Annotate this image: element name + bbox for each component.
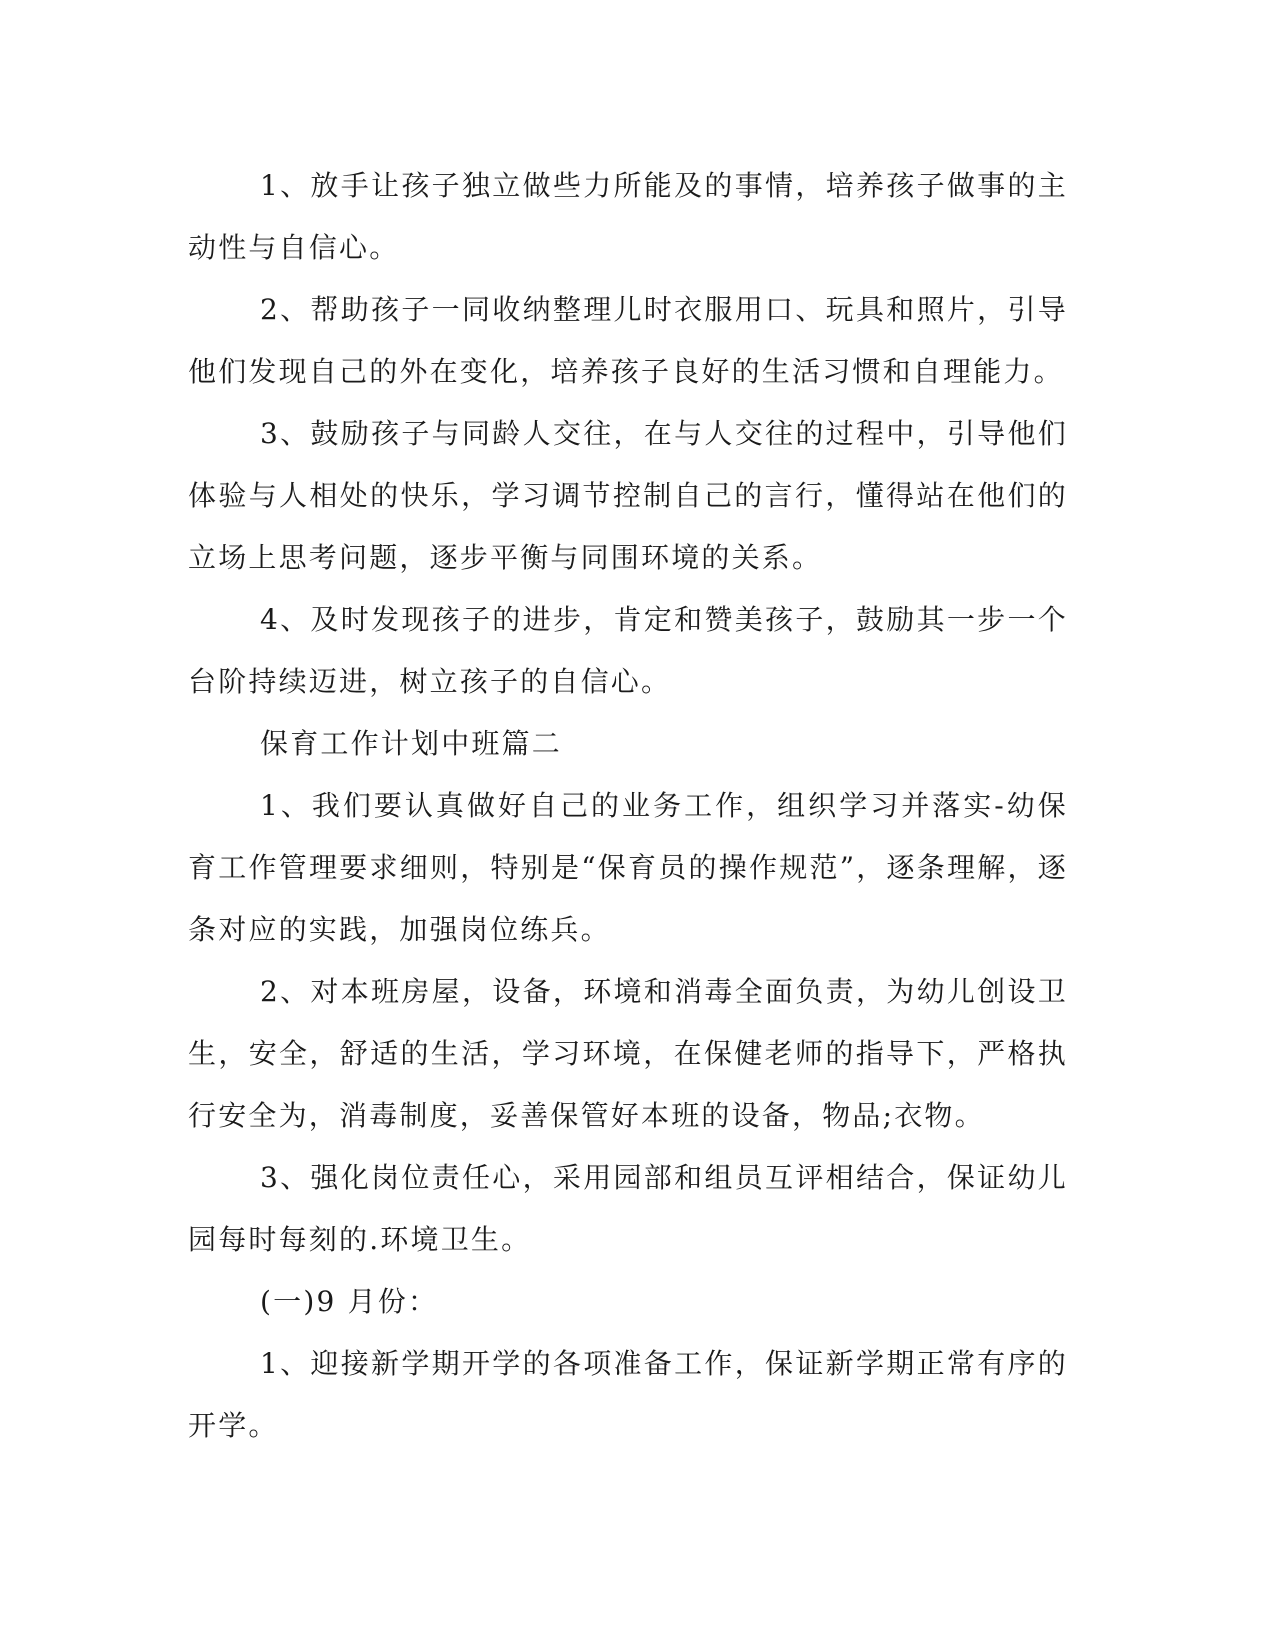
paragraph-6: 2、对本班房屋，设备，环境和消毒全面负责，为幼儿创设卫生，安全，舒适的生活，学习环境，在保健老师的指导下，严格执行安全为，消毒制度，妥善保管好本班的设备，物品;衣物。 [188,975,1068,1132]
paragraph-3: 3、鼓励孩子与同龄人交往，在与人交往的过程中，引导他们体验与人相处的快乐，学习调节控制自己的言行，懂得站在他们的立场上思考问题，逐步平衡与同围环境的关系。 [188,417,1068,574]
paragraph-7: 3、强化岗位责任心，采用园部和组员互评相结合，保证幼儿园每时每刻的.环境卫生。 [188,1161,1068,1256]
document-body [188,155,1068,1457]
month-heading: (一)9 月份： [260,1285,439,1318]
paragraph-4: 4、及时发现孩子的进步，肯定和赞美孩子，鼓励其一步一个台阶持续迈进，树立孩子的自信心。 [188,603,1068,698]
paragraph-1: 1、放手让孩子独立做些力所能及的事情，培养孩子做事的主动性与自信心。 [188,169,1068,264]
paragraph-5: 1、我们要认真做好自己的业务工作，组织学习并落实-幼保育工作管理要求细则，特别是“保育员的操作规范”，逐条理解，逐条对应的实践，加强岗位练兵。 [188,789,1068,946]
paragraph-2: 2、帮助孩子一同收纳整理儿时衣服用口、玩具和照片，引导他们发现自己的外在变化，培养孩子良好的生活习惯和自理能力。 [188,293,1068,388]
paragraph-8: 1、迎接新学期开学的各项准备工作，保证新学期正常有序的开学。 [188,1347,1068,1442]
section-heading: 保育工作计划中班篇二 [260,727,563,760]
